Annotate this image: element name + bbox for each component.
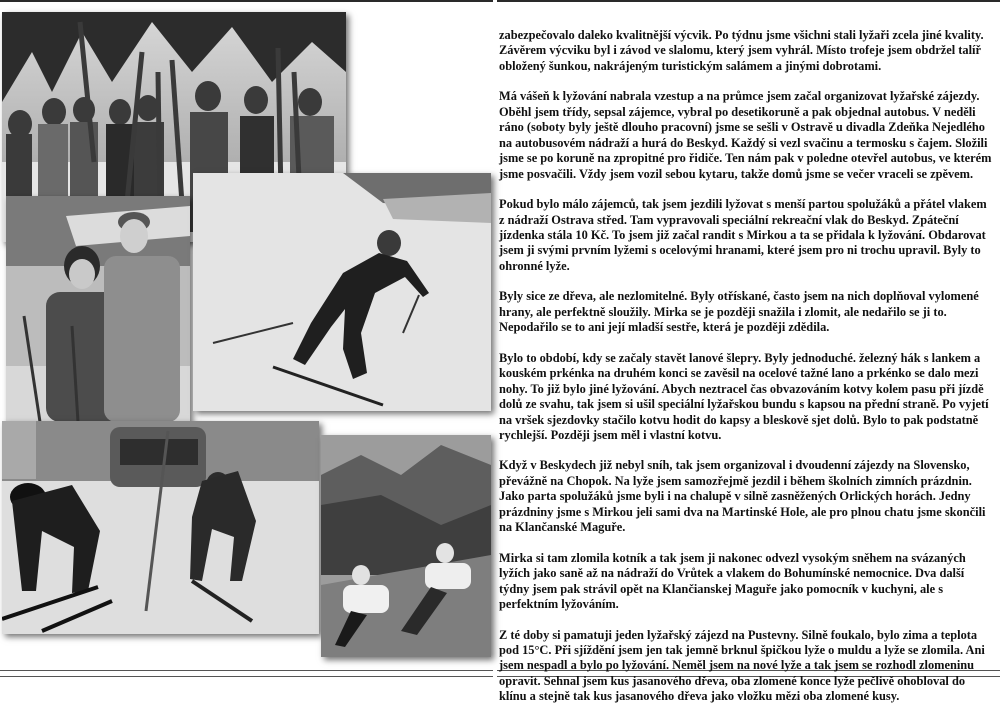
paragraph-3: Pokud bylo málo zájemců, tak jsem jezdili lyžovat s menší partou spolužáků a přátel vlakem z nádraží Ostrava střed. Tam vypravovali speciální rekreační vlak do Beskyd. Zpáteční jízdenka stála 10 Kč. To jsem již začal randit s Mirkou a ta se přidala k lyžování. Obdarovat jsem ji svými prvním lyžemi s ocelovými hranami, které jsem pro ni trochu upravil. Byly to ohronné lyže.	[499, 197, 987, 273]
photo-skier-downhill	[193, 173, 491, 411]
paragraph-4: Byly sice ze dřeva, ale nezlomitelné. Byly otřískané, často jsem na nich doplňoval vylomené hrany, ale perfektně sloužily. Mirka se je později snažila i zlomit, ale nedařilo se ji to. Nepodařilo se to ani její mladší sestře, která je později zdědila.	[499, 289, 979, 335]
paragraph-1: zabezpečovalo daleko kvalitnější výcvik. Po týdnu jsme všichni stali lyžaři zcela jiné kvality. Závěrem výcviku byl i závod ve slalomu, který jsem vyhrál. Místo trofeje jsem obdržel talíř obložený šunkou, nakrájeným turistickým salámem a jinými dobrotami.	[499, 28, 984, 73]
photo-skiers-bending	[2, 421, 319, 634]
top-rule-right	[497, 0, 1000, 2]
paragraph-5: Bylo to období, kdy se začaly stavět lanové šlepry. Byly jednoduché. železný hák s lankem a kouském prkénka na druhém konci se zavěsil na ocelové tažné lano a prkénko se dalo mezi nohy. To již bylo jiné lyžování. Abych neztracel čas obvazováním kotvy kolem pasu při jízdě dolů ze svahu, tak jsem si ušil speciální lyžařskou bundu s kapsou na přední straně. Po vyjetí na vršek sjezdovky stačilo kotvu hodit do kapsy a bleskově sjet dolů. Bylo to pak podstatně rychlejší. Později jsem měl i vlastní kotvu.	[499, 350, 989, 442]
paragraph-7: Mirka si tam zlomila kotník a tak jsem ji nakonec odvezl vysokým sněhem na svázaných lyžích jako saně až na nádraží do Vrůtek a vlakem do Bohumínské nemocnice. Dva další týdny jsem pak strávil opět na Klančianskej Maguře jako pomocník v kuchyni, ale s perfektním lyžováním.	[499, 550, 966, 612]
paragraph-8: Z té doby si pamatuji jeden lyžařský zájezd na Pustevny. Silně foukalo, bylo zima a teplota pod 15°C. Při sjíždění jsem jen tak jemně brknul špičkou lyže o muldu a lyže se zlomila. Ani jsem nespadl a bylo po lyžování. Neměl jsem na nové lyže a tak jsem se rozhodl zlomeninu opravit. Sehnal jsem kus jasanového dřeva, oba zlomené konce lyže pečlivě ohobloval do klínu a stejně tak kus jasanového dřeva jako vložku mězi oba zlomené kusy.	[499, 627, 985, 704]
paragraph-2: Má vášeň k lyžování nabrala vzestup a na průmce jsem začal organizovat lyžařské zájezdy. Oběhl jsem třídy, sepsal zájemce, vybral po desetikoruně a pak objednal autobus. V neděli ráno (soboty byly ještě dlouho pracovní) jsme se sešli v Ostravě u divadla Zdeňka Nejedlého na autobusovém nádraží a hurá do Beskyd. Každý si vezl svačinu a termosku s čajem. Složili jsme se po koruně na zpropitné pro řidiče. Ten nám pak v poledne otevřel autobus, ve kterém jsme posvačili. Vždy jsem vozil sebou kytaru, takže domů jsme se večer vraceli se zpěvem.	[499, 89, 992, 181]
bottom-rule-left-2	[0, 676, 493, 677]
top-rule-left	[0, 0, 493, 2]
photo-resting-mountains	[321, 435, 491, 657]
paragraph-6: Když v Beskydech již nebyl sníh, tak jsem organizoval i dvoudenní zájezdy na Slovensko, převážně na Chopok. Na lyže jsem samozřejmě jezdil i během školních zimních prázdnin. Jako parta spolužáků jsme byli i na chalupě v silně zasněžených Orlických horách. Jedny prázdniny jsme s Mirkou jeli sami dva na Martinské Hole, ale pro plnou chatu jsme skončili na Klančanské Maguře.	[499, 458, 986, 535]
photo-couple	[6, 196, 190, 422]
bottom-rule-left	[0, 670, 493, 671]
article-text	[499, 28, 995, 720]
